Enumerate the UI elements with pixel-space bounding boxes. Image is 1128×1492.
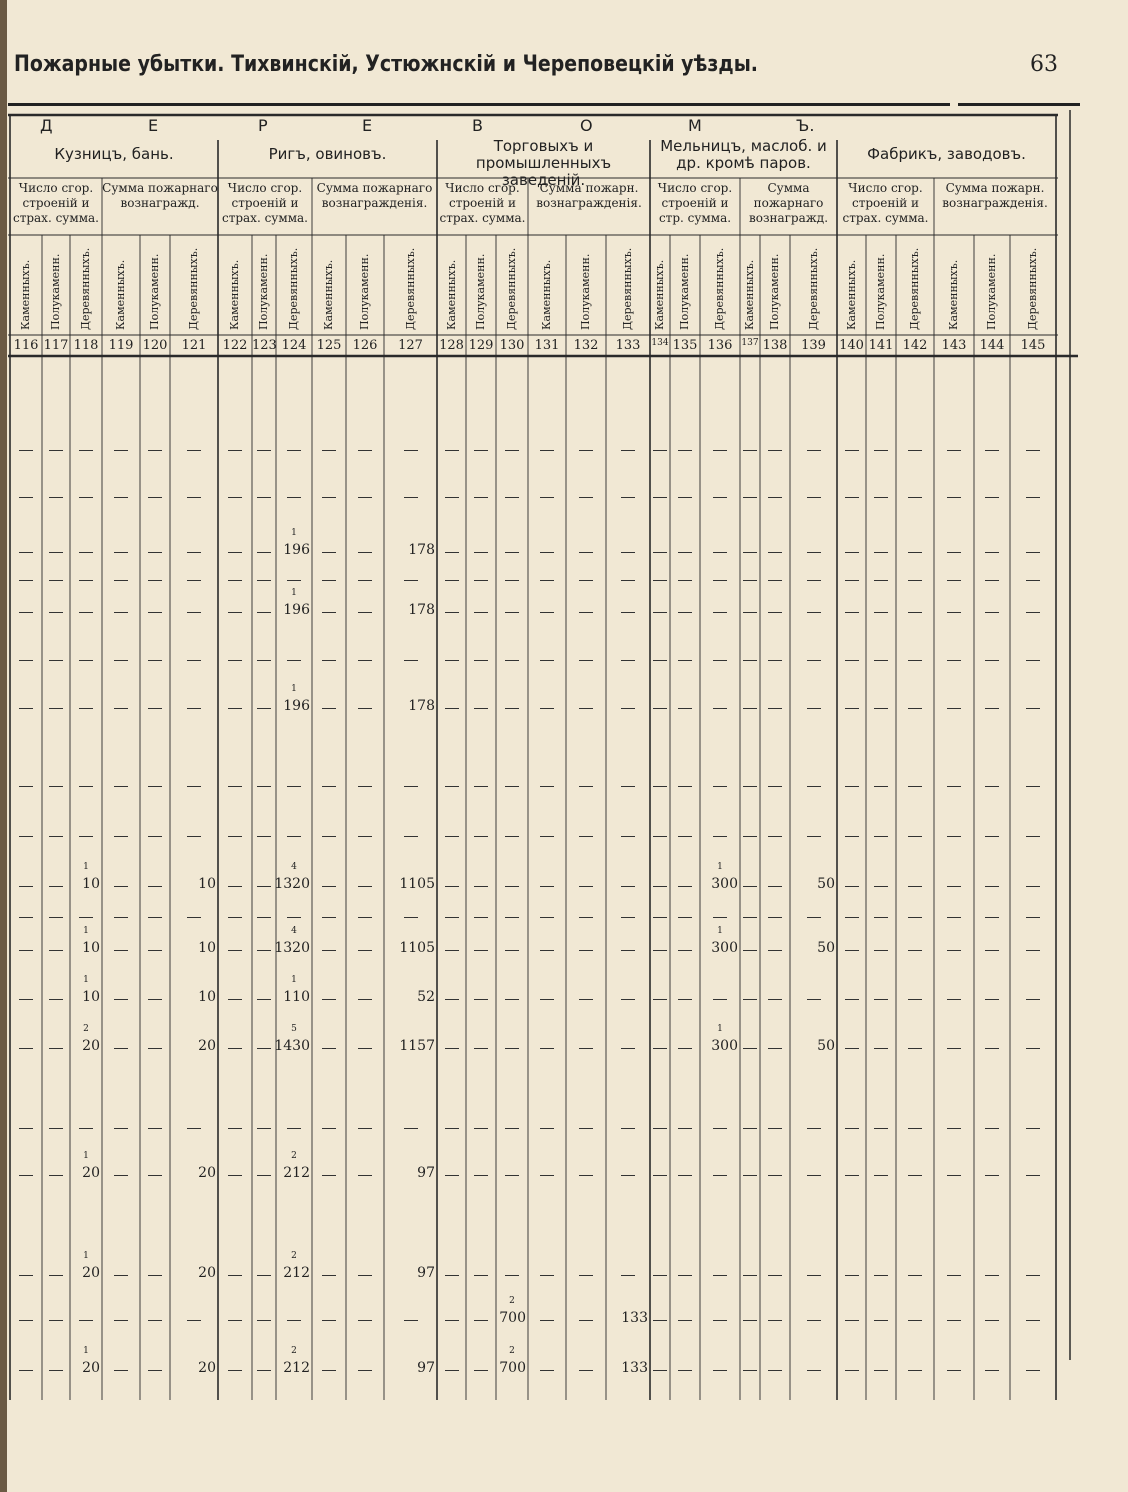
cell-count: 4 <box>291 926 297 936</box>
cell-value: 10 <box>82 940 100 956</box>
cell-count: 1 <box>83 975 89 985</box>
cell-value: 700 <box>499 1360 526 1376</box>
cell-value: 10 <box>82 989 100 1005</box>
cell-value: 300 <box>711 940 738 956</box>
cell-count: 1 <box>717 862 723 872</box>
cell-count: 1 <box>83 1251 89 1261</box>
cell-value: 196 <box>283 542 310 558</box>
cell-value: 20 <box>82 1165 100 1181</box>
cell-value: 133 <box>621 1310 648 1326</box>
cell-value: 1105 <box>399 940 435 956</box>
column-label: Деревянныхъ. <box>806 247 820 330</box>
column-number: 128 <box>439 338 464 353</box>
cell-value: 20 <box>82 1038 100 1054</box>
cell-count: 1 <box>291 588 297 598</box>
cell-value: 1157 <box>399 1038 435 1054</box>
column-label: Полукаменн. <box>49 253 62 330</box>
cell-value: 50 <box>817 876 835 892</box>
column-label: Полукаменн. <box>985 253 998 330</box>
column-label: Деревянныхъ. <box>187 247 200 330</box>
cell-value: 178 <box>408 602 435 618</box>
cell-value: 1320 <box>274 876 310 892</box>
column-label: Каменныхъ. <box>19 259 32 330</box>
column-number: 134 <box>651 338 669 348</box>
column-label: Деревянныхъ. <box>79 247 92 330</box>
column-number: 118 <box>73 338 99 353</box>
banner-letter: М <box>688 116 702 135</box>
cell-count: 5 <box>291 1024 297 1034</box>
subhead-sum: Сумма пожарнаго вознагражд. <box>748 181 829 225</box>
column-number: 117 <box>43 338 69 353</box>
banner-letter: В <box>472 116 483 135</box>
cell-count: 2 <box>291 1251 297 1261</box>
column-label: Деревянныхъ. <box>713 247 726 330</box>
cell-value: 178 <box>408 698 435 714</box>
column-number: 143 <box>941 338 967 353</box>
group-title: Фабрикъ, заводовъ. <box>867 145 1026 163</box>
subhead-sum: Сумма пожарн. вознагражденія. <box>536 181 642 210</box>
subhead-sum: Сумма пожарн. вознагражденія. <box>942 181 1048 210</box>
column-number: 127 <box>398 338 423 353</box>
column-label: Каменныхъ. <box>540 259 553 330</box>
column-label: Полукаменн. <box>474 253 487 330</box>
column-number: 116 <box>13 338 39 353</box>
column-number: 137 <box>741 338 759 348</box>
column-label: Полукаменн. <box>358 253 371 330</box>
cell-value: 300 <box>711 1038 738 1054</box>
cell-count: 1 <box>291 528 297 538</box>
cell-count: 2 <box>509 1296 515 1306</box>
column-number: 121 <box>181 338 207 353</box>
column-label: Каменныхъ. <box>844 259 858 330</box>
cell-count: 1 <box>717 1024 723 1034</box>
cell-value: 10 <box>82 876 100 892</box>
cell-count: 1 <box>83 862 89 872</box>
group-title: Мельницъ, маслоб. и др. кромѣ паров. <box>660 137 827 172</box>
cell-count: 2 <box>509 1346 515 1356</box>
column-label: Полукаменн. <box>874 253 887 330</box>
cell-count: 2 <box>83 1024 89 1034</box>
column-number: 130 <box>499 338 525 353</box>
cell-value: 20 <box>198 1165 216 1181</box>
column-number: 125 <box>316 338 342 353</box>
cell-value: 700 <box>499 1310 526 1326</box>
column-number: 126 <box>352 338 378 353</box>
cell-value: 196 <box>283 698 310 714</box>
cell-count: 1 <box>83 1151 89 1161</box>
cell-value: 20 <box>198 1360 216 1376</box>
cell-value: 52 <box>417 989 435 1005</box>
cell-value: 20 <box>82 1360 100 1376</box>
group-title: Кузницъ, бань. <box>54 145 174 163</box>
subhead-count: Число сгор. строеній и страх. сумма. <box>842 181 929 225</box>
column-label: Каменныхъ. <box>114 259 127 330</box>
cell-value: 196 <box>283 602 310 618</box>
cell-value: 50 <box>817 1038 835 1054</box>
column-label: Полукаменн. <box>579 253 592 330</box>
cell-count: 2 <box>291 1346 297 1356</box>
cell-count: 2 <box>291 1151 297 1161</box>
cell-value: 212 <box>283 1360 310 1376</box>
group-title: Ригъ, овиновъ. <box>268 145 387 163</box>
column-label: Деревянныхъ. <box>1026 247 1039 330</box>
banner-letter: Д <box>40 116 53 135</box>
cell-value: 10 <box>198 989 216 1005</box>
cell-count: 1 <box>717 926 723 936</box>
cell-count: 1 <box>83 926 89 936</box>
column-number: 135 <box>672 338 698 353</box>
column-number: 132 <box>573 338 599 353</box>
column-label: Каменныхъ. <box>947 259 960 330</box>
column-number: 142 <box>902 338 928 353</box>
subhead-count: Число сгор. строеній и страх. сумма. <box>221 181 308 225</box>
column-number: 131 <box>534 338 560 353</box>
column-number: 122 <box>222 338 248 353</box>
cell-value: 20 <box>198 1265 216 1281</box>
column-number: 145 <box>1020 338 1046 353</box>
cell-value: 20 <box>198 1038 216 1054</box>
column-number: 136 <box>707 338 733 353</box>
subhead-count: Число сгор. строеній и страх. сумма. <box>12 181 99 225</box>
column-label: Полукаменн. <box>148 253 161 330</box>
cell-value: 110 <box>283 989 310 1005</box>
column-label: Каменныхъ. <box>653 259 666 330</box>
cell-value: 10 <box>198 940 216 956</box>
column-label: Каменныхъ. <box>743 259 756 330</box>
column-label: Каменныхъ. <box>228 259 241 330</box>
column-number: 138 <box>762 338 788 353</box>
subhead-count: Число сгор. строеній и страх. сумма. <box>439 181 526 225</box>
column-number: 123 <box>252 338 277 353</box>
column-number: 141 <box>868 338 894 353</box>
banner-letter: Р <box>258 116 268 135</box>
banner-letter: Е <box>148 116 159 135</box>
column-label: Полукаменн. <box>678 253 691 330</box>
cell-value: 97 <box>417 1360 435 1376</box>
column-number: 139 <box>801 338 826 353</box>
cell-value: 97 <box>417 1265 435 1281</box>
banner-letter: О <box>580 116 593 135</box>
cell-value: 133 <box>621 1360 648 1376</box>
column-number: 133 <box>615 338 641 353</box>
column-label: Деревянныхъ. <box>908 247 921 330</box>
cell-value: 300 <box>711 876 738 892</box>
column-number: 140 <box>839 338 864 353</box>
cell-value: 212 <box>283 1165 310 1181</box>
cell-value: 1320 <box>274 940 310 956</box>
cell-count: 4 <box>291 862 297 872</box>
column-label: Полукаменн. <box>257 253 270 330</box>
column-label: Деревянныхъ. <box>287 247 300 330</box>
page-number: 63 <box>1030 52 1058 77</box>
subhead-count: Число сгор. строеній и стр. сумма. <box>657 181 733 225</box>
subhead-sum: Сумма пожарнаго вознагражденія. <box>316 181 433 210</box>
column-label: Деревянныхъ. <box>621 247 634 330</box>
column-label: Полукаменн. <box>768 253 781 330</box>
cell-value: 50 <box>817 940 835 956</box>
group-title: Торговыхъ и промышленныхъ заведеній. <box>475 137 612 189</box>
column-label: Каменныхъ. <box>322 259 335 330</box>
cell-value: 1105 <box>399 876 435 892</box>
page-title: Пожарные убытки. Тихвинскій, Устюжнскій и Череповецкій уѣзды. <box>14 52 758 77</box>
column-number: 144 <box>979 338 1005 353</box>
cell-value: 1430 <box>274 1038 310 1054</box>
column-label: Каменныхъ. <box>444 259 458 330</box>
cell-value: 212 <box>283 1265 310 1281</box>
column-number: 119 <box>108 338 134 353</box>
column-number: 120 <box>142 338 168 353</box>
cell-count: 1 <box>291 975 297 985</box>
subhead-sum: Сумма пожарнаго вознагражд. <box>102 181 218 210</box>
cell-count: 1 <box>291 684 297 694</box>
cell-value: 20 <box>82 1265 100 1281</box>
cell-value: 97 <box>417 1165 435 1181</box>
column-label: Деревянныхъ. <box>505 247 518 330</box>
cell-value: 10 <box>198 876 216 892</box>
cell-value: 178 <box>408 542 435 558</box>
column-number: 129 <box>468 338 494 353</box>
column-number: 124 <box>281 338 307 353</box>
banner-letter: Е <box>362 116 373 135</box>
banner-letter: Ъ. <box>796 116 815 135</box>
cell-count: 1 <box>83 1346 89 1356</box>
column-label: Деревянныхъ. <box>403 247 417 330</box>
